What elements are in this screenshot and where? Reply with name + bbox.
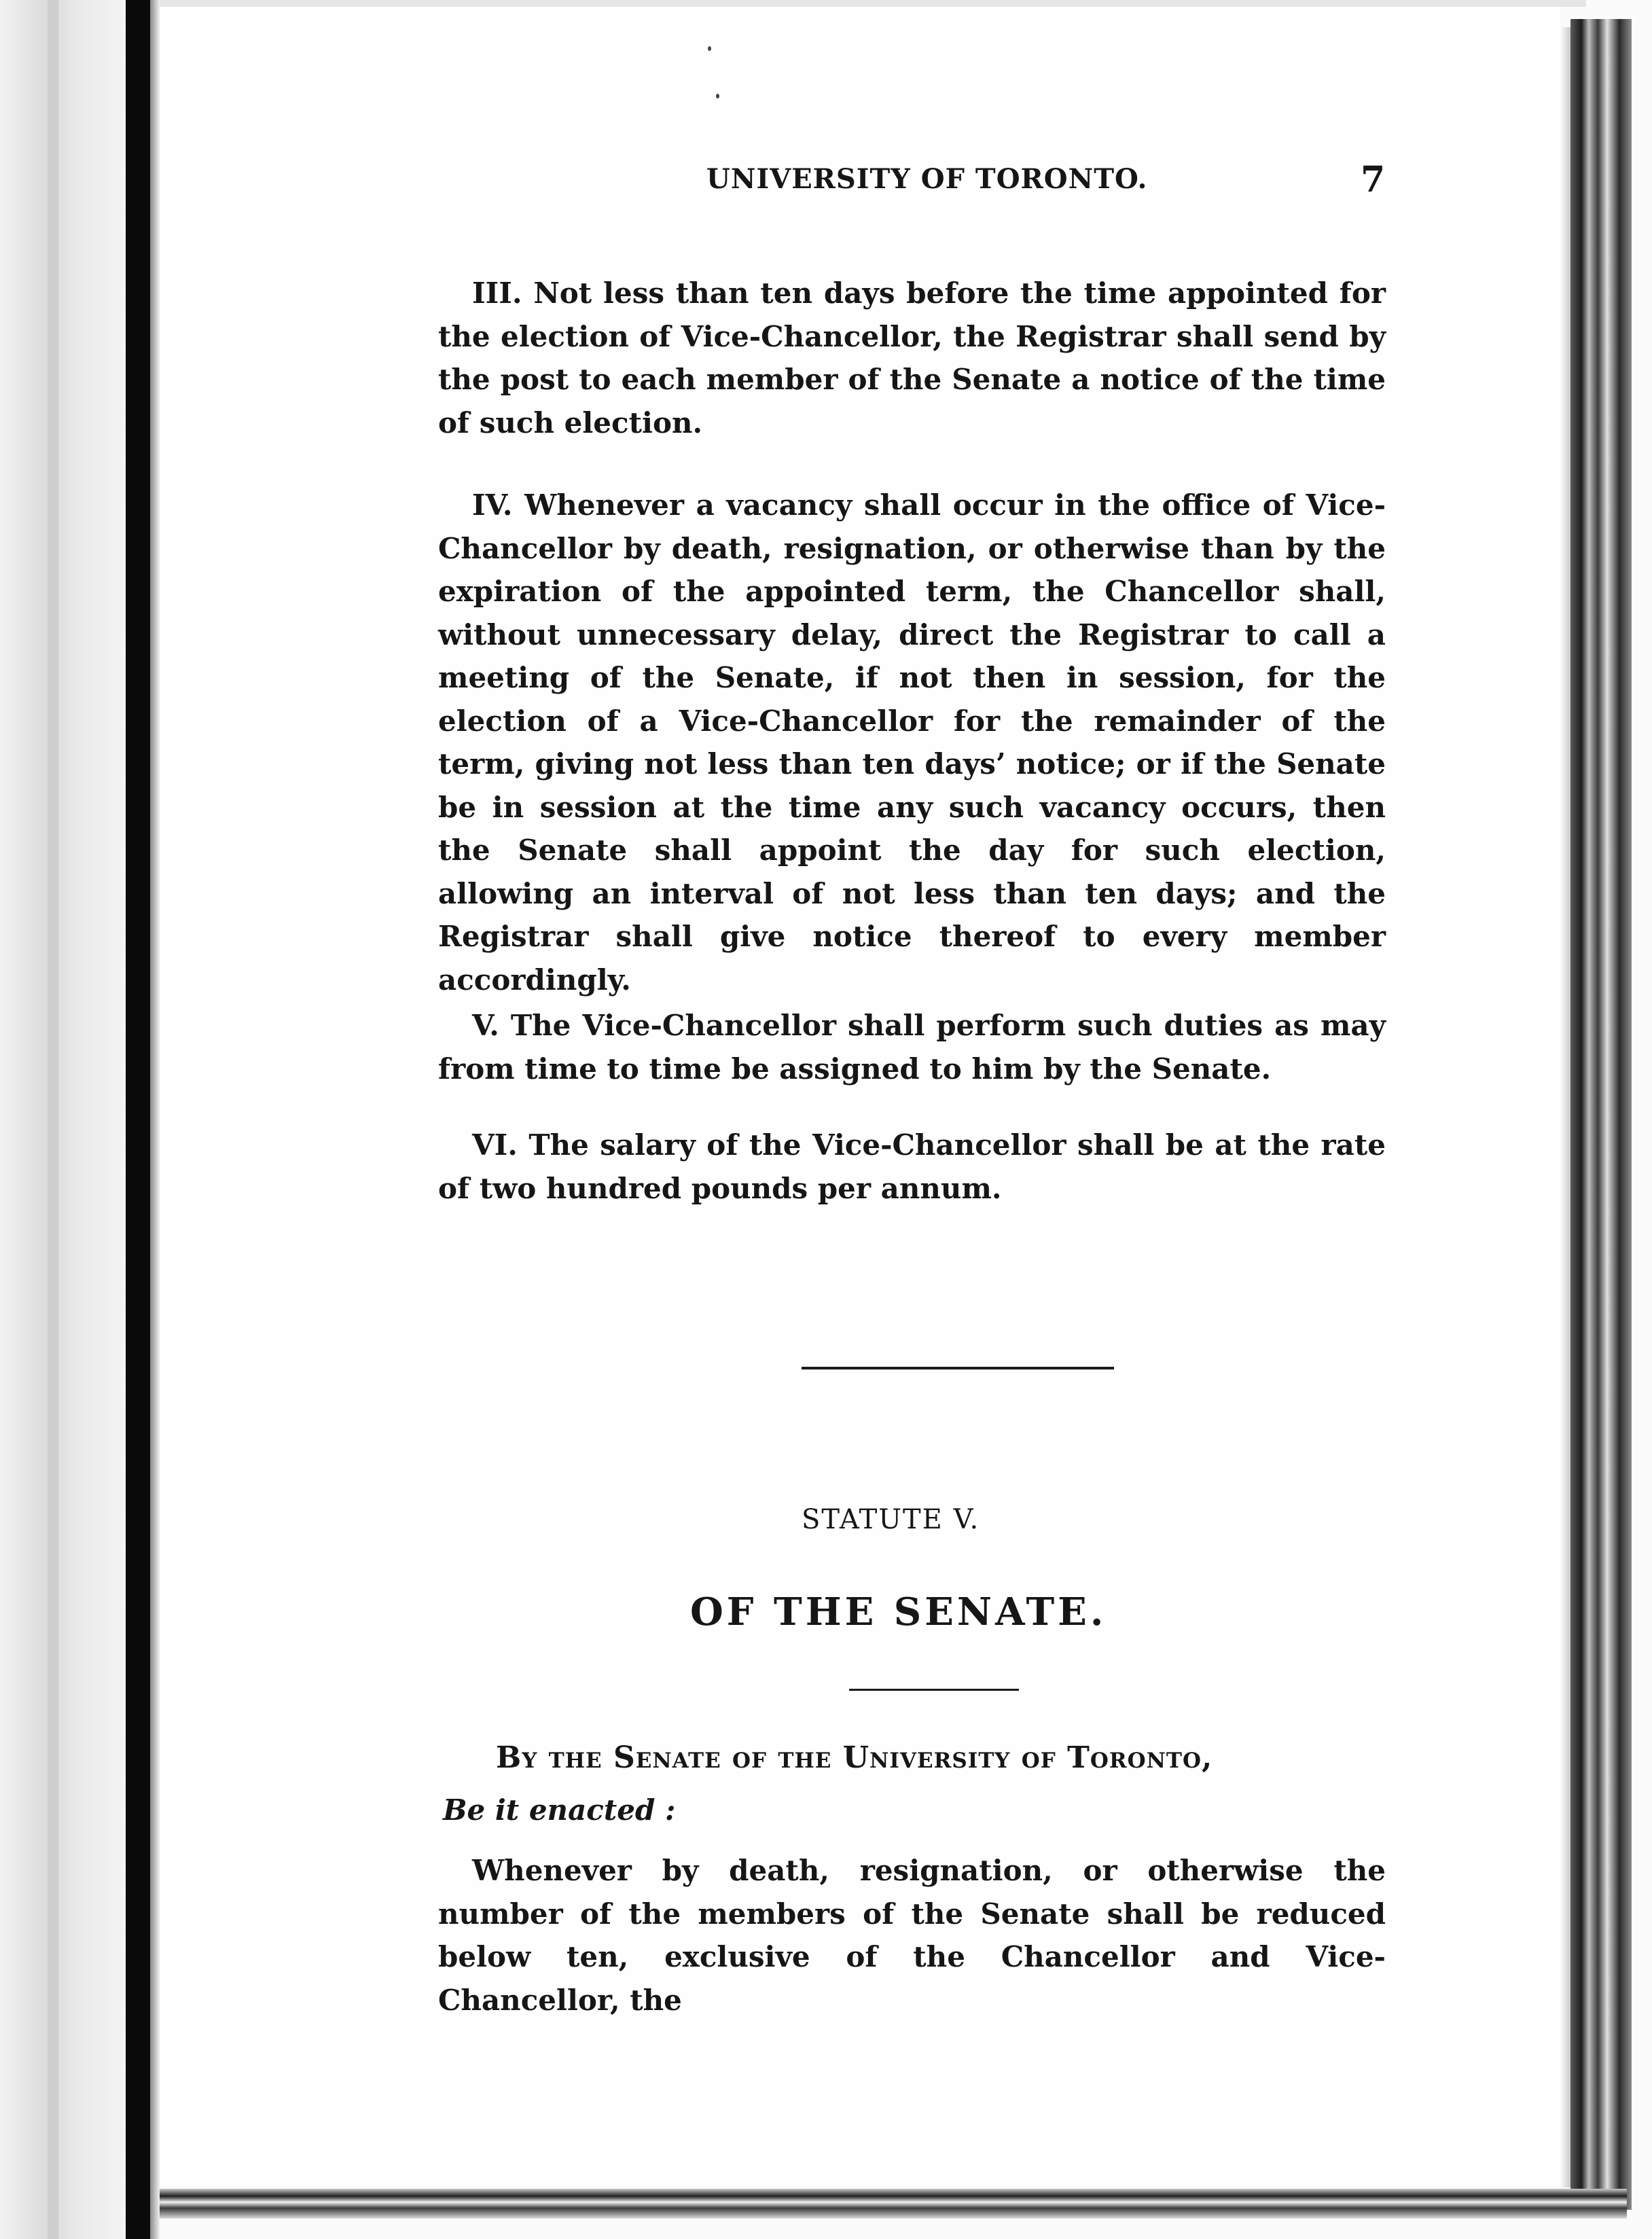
- statute-v-opening-text: Whenever by death, resignation, or otherwise the number of the members of the Senate shall be reduced below ten, exclusive of the Chancellor and Vice-Chancellor, the: [438, 1854, 1386, 2017]
- paragraph-iv: [438, 484, 1386, 1001]
- enacting-formula: Be it enacted :: [443, 1793, 676, 1827]
- paragraph-iv-text: IV. Whenever a vacancy shall occur in the office of Vice-Chancellor by death, resignation, or otherwise than by the expiration of the appointed term, the Chancellor shall, without unnecessary delay, direct the Registrar to call a meeting of the Senate, if not then in session, for the election of a Vice-Chancellor for the remainder of the term, giving not less than ten days’ notice; or if the Senate be in session at the time any such vacancy occurs, then the Senate shall appoint the day for such election, allowing an interval of not less than ten days; and the Registrar shall give notice thereof to every member accordingly.: [438, 488, 1386, 997]
- book-edge-right: [1570, 19, 1632, 2210]
- statute-v-opening: [438, 1849, 1386, 2022]
- paragraph-vi-text: VI. The salary of the Vice-Chancellor shall be at the rate of two hundred pounds per annum.: [438, 1128, 1386, 1205]
- ink-speck: [708, 46, 711, 51]
- title-divider: [849, 1689, 1019, 1691]
- ink-speck: [716, 94, 719, 98]
- statute-title: OF THE SENATE.: [690, 1590, 1107, 1634]
- gutter-stripe: [48, 0, 58, 2239]
- paragraph-vi: [438, 1124, 1386, 1210]
- binding-shadow: [126, 0, 150, 2239]
- statute-number: STATUTE V.: [802, 1504, 980, 1535]
- running-head: UNIVERSITY OF TORONTO.: [706, 163, 1148, 195]
- paragraph-iii: [438, 272, 1386, 444]
- page-number: 7: [1361, 159, 1386, 200]
- paragraph-v: [438, 1004, 1386, 1090]
- book-edge-bottom: [160, 2189, 1627, 2219]
- binding-edge: [150, 0, 160, 2239]
- section-divider: [802, 1367, 1114, 1369]
- paragraph-iii-text: III. Not less than ten days before the time appointed for the election of Vice-Chancellor, the Registrar shall send by the post to each member of the Senate a notice of the time of such election.: [438, 276, 1386, 440]
- left-gutter: [0, 0, 126, 2239]
- enacting-authority: By the Senate of the University of Toronto,: [496, 1740, 1213, 1775]
- paragraph-v-text: V. The Vice-Chancellor shall perform such duties as may from time to time be assigned to him by the Senate.: [438, 1009, 1386, 1086]
- top-edge: [160, 0, 1586, 7]
